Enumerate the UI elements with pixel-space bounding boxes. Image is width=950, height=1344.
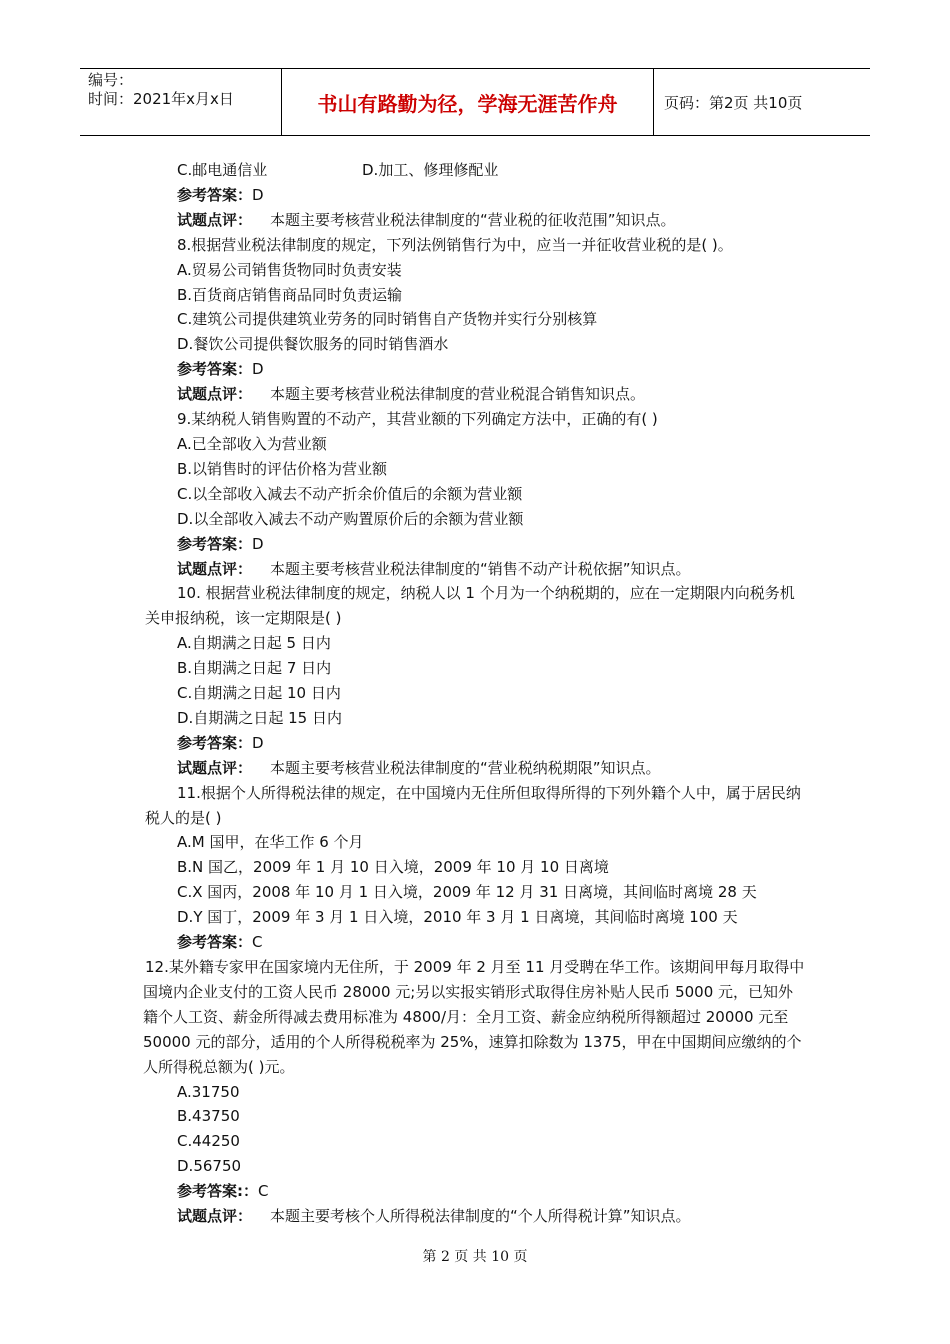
- header-number: 编号：: [88, 71, 134, 89]
- review-line: [145, 557, 805, 582]
- header-time: 时间：2021年x月x日: [88, 90, 234, 108]
- header-motto: 书山有路勤为径，学海无涯苦作舟: [282, 69, 654, 135]
- option-item: C.44250: [177, 1132, 240, 1151]
- option-item: C.X 国丙，2008 年 10 月 1 日入境，2009 年 12 月 31 日离境，其间临时离境 28 天: [177, 883, 757, 902]
- review-line: [145, 208, 805, 233]
- review-text: 本题主要考核营业税法律制度的“营业税纳税期限”知识点。: [270, 758, 661, 777]
- line-label: 参考答案：: [177, 360, 253, 379]
- option-item: D.Y 国丁，2009 年 3 月 1 日入境，2010 年 3 月 1 日离境，其间临时离境 100 天: [177, 908, 738, 927]
- option-item: D.加工、修理修配业: [362, 161, 499, 179]
- review-label: 试题点评：: [177, 1207, 253, 1226]
- option-item: A.31750: [177, 1082, 240, 1101]
- line-label: 试题点评：: [177, 210, 253, 229]
- question-stem: 10. 根据营业税法律制度的规定，纳税人以 1 个月为一个纳税期的，应在一定期限内向税务机关申报纳税，该一定期限是( ): [145, 584, 795, 628]
- option-item: B.N 国乙，2009 年 1 月 10 日入境，2009 年 10 月 10 日离境: [177, 858, 609, 877]
- line-text: 本题主要考核营业税法律制度的营业税混合销售知识点。: [270, 385, 646, 404]
- text-line: B.以销售时的评估价格为营业额: [177, 459, 388, 478]
- page-footer: 第 2 页 共 10 页: [422, 1249, 528, 1265]
- line-text: D: [252, 534, 264, 553]
- text-line: D.以全部收入减去不动产购置原价后的余额为营业额: [177, 509, 524, 528]
- document-body: [145, 158, 805, 1229]
- text-line: A.已全部收入为营业额: [177, 434, 327, 453]
- answer-value: C: [258, 1182, 269, 1201]
- option-item: D.自期满之日起 15 日内: [177, 708, 342, 727]
- option-item: C.邮电通信业: [177, 161, 268, 179]
- option-item: B.43750: [177, 1107, 240, 1126]
- question-stem: 11.根据个人所得税法律的规定，在中国境内无住所但取得所得的下列外籍个人中，属于居民纳税人的是( ): [145, 783, 801, 827]
- line-label: 参考答案：: [177, 185, 253, 204]
- text-line: 8.根据营业税法律制度的规定，下列法例销售行为中，应当一并征收营业税的是( )。: [177, 235, 733, 254]
- option-item: D.56750: [177, 1157, 242, 1176]
- option-item: B.自期满之日起 7 日内: [177, 659, 332, 678]
- line-text: 本题主要考核营业税法律制度的“销售不动产计税依据”知识点。: [270, 559, 691, 578]
- review-line: [145, 756, 805, 781]
- question-stem: 12.某外籍专家甲在国家境内无住所，于 2009 年 2 月至 11 月受聘在华工作。该期间甲每月取得中国境内企业支付的工资人民币 28000 元;另以实报实销形式取得住房补贴人民币 5000 元，已知外籍个人工资、薪金所得减去费用标准为 4800/月：全月工资、薪金应纳税所得额超过 20000 元至 50000 元的部分，适用的个人所得税税率为 25%，速算扣除数为 1375，甲在中国期间应缴纳的个人所得税总额为( )元。: [143, 958, 805, 1076]
- answer-line: [145, 731, 805, 756]
- line-label: 试题点评：: [177, 559, 253, 578]
- text-line: D.餐饮公司提供餐饮服务的同时销售酒水: [177, 335, 449, 354]
- line-text: 本题主要考核营业税法律制度的“营业税的征收范围”知识点。: [270, 210, 676, 229]
- review-line: [145, 382, 805, 407]
- option-item: A.自期满之日起 5 日内: [177, 634, 331, 653]
- option-item: A.M 国甲，在华工作 6 个月: [177, 833, 364, 852]
- header-page-info: 页码：第2页 共10页: [664, 93, 803, 112]
- answer-label: 参考答案：: [177, 733, 253, 752]
- answer-label: 参考答案：: [177, 933, 253, 952]
- text-line: B.百货商店销售商品同时负责运输: [177, 285, 403, 304]
- text-line: 9.某纳税人销售购置的不动产，其营业额的下列确定方法中，正确的有( ): [177, 410, 658, 429]
- line-text: D: [252, 360, 264, 379]
- answer-value: D: [252, 733, 264, 752]
- review-label: 试题点评：: [177, 758, 253, 777]
- line-label: 参考答案：: [177, 534, 253, 553]
- text-line: C.以全部收入减去不动产折余价值后的余额为营业额: [177, 484, 523, 503]
- answer-label: 参考答案:：: [177, 1182, 258, 1201]
- answer-line: [145, 357, 805, 382]
- text-line: A.贸易公司销售货物同时负责安装: [177, 260, 402, 279]
- answer-line: [145, 930, 805, 955]
- answer-line: [145, 183, 805, 208]
- answer-line: [145, 532, 805, 557]
- header-meta: [80, 69, 282, 135]
- option-pair: [145, 158, 805, 183]
- answer-line: [145, 1179, 805, 1204]
- text-line: C.建筑公司提供建筑业劳务的同时销售自产货物并实行分别核算: [177, 310, 598, 329]
- line-label: 试题点评：: [177, 385, 253, 404]
- option-item: C.自期满之日起 10 日内: [177, 684, 341, 703]
- page-header: [80, 68, 870, 136]
- answer-value: C: [252, 933, 263, 952]
- review-line: [145, 1204, 805, 1229]
- review-text: 本题主要考核个人所得税法律制度的“个人所得税计算”知识点。: [270, 1207, 691, 1226]
- line-text: D: [252, 185, 264, 204]
